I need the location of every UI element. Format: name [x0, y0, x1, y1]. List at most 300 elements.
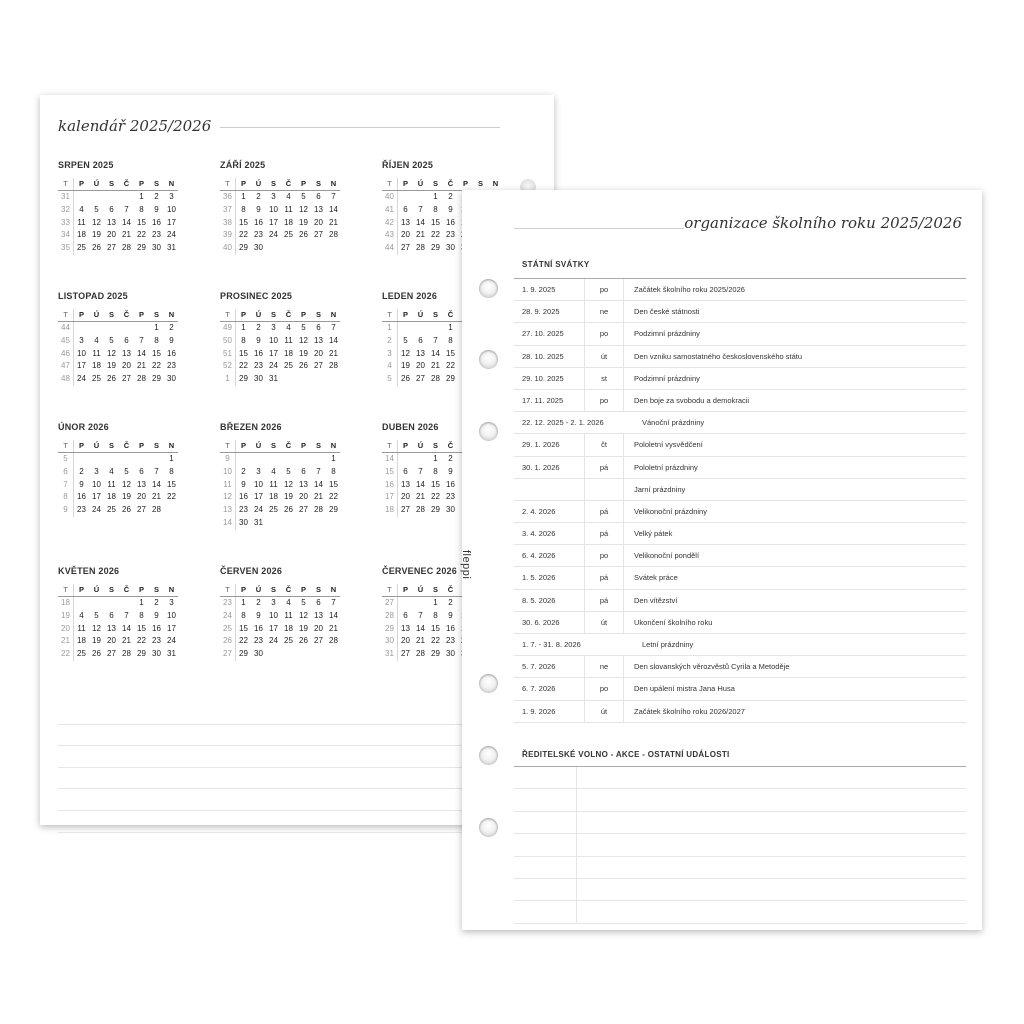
event-date: 30. 6. 2026 — [514, 612, 585, 633]
day-cell: 28 — [314, 505, 323, 515]
day-cell: 23 — [446, 636, 455, 646]
week-row — [220, 466, 340, 479]
day-cell: 24 — [269, 636, 278, 646]
day-cell: 22 — [239, 230, 248, 240]
month-block — [220, 422, 340, 530]
event-weekday: pá — [585, 457, 624, 478]
week-number: 5 — [58, 453, 74, 466]
day-cell: 21 — [137, 361, 146, 371]
day-cell: 23 — [77, 505, 86, 515]
day-cell: 29 — [329, 505, 338, 515]
day-cell: 28 — [416, 505, 425, 515]
day-cell: 8 — [241, 335, 246, 345]
day-cell: 5 — [301, 323, 306, 332]
week-row — [58, 360, 178, 373]
day-cell: 28 — [137, 374, 146, 384]
weekday-label: Č — [285, 585, 292, 594]
week-number: 31 — [58, 191, 74, 204]
day-cell: 16 — [446, 479, 455, 489]
week-number: 40 — [220, 242, 236, 255]
day-cell: 28 — [416, 243, 425, 253]
day-cell: 26 — [284, 505, 293, 515]
day-cell: 1 — [433, 454, 438, 463]
day-cell: 13 — [416, 348, 425, 358]
day-cell: 31 — [269, 374, 278, 384]
day-cell: 5 — [94, 204, 99, 214]
day-cell: 19 — [299, 217, 308, 227]
day-cell: 28 — [152, 505, 161, 515]
day-cell: 3 — [271, 323, 276, 332]
day-cell: 26 — [299, 230, 308, 240]
day-cell: 3 — [271, 192, 276, 201]
weekday-label: P — [462, 179, 468, 188]
day-cell: 4 — [109, 466, 114, 476]
event-row — [514, 656, 966, 678]
week-number: 9 — [58, 504, 74, 517]
day-cell: 21 — [314, 492, 323, 502]
day-cell: 21 — [122, 230, 131, 240]
day-cell: 6 — [316, 323, 321, 332]
day-cell: 13 — [401, 217, 410, 227]
weekday-label: N — [168, 585, 175, 594]
day-cell: 1 — [154, 323, 159, 332]
day-cell: 30 — [446, 505, 455, 515]
day-cell: 3 — [256, 466, 261, 476]
day-cell: 25 — [92, 374, 101, 384]
weekday-label: Ú — [255, 585, 262, 594]
day-cell: 12 — [299, 335, 308, 345]
day-cell: 22 — [446, 361, 455, 371]
day-cell: 29 — [137, 243, 146, 253]
weekday-label: Ú — [417, 441, 424, 450]
title-rule — [514, 228, 684, 229]
day-cell: 9 — [154, 610, 159, 620]
day-cell: 23 — [239, 505, 248, 515]
day-cell: 3 — [169, 598, 174, 607]
week-row — [58, 453, 178, 466]
week-column-label: T — [220, 440, 236, 452]
day-cell: 19 — [122, 492, 131, 502]
event-row — [514, 567, 966, 589]
day-cell: 8 — [433, 204, 438, 214]
day-cell: 14 — [314, 479, 323, 489]
day-cell — [119, 597, 134, 610]
event-date: 1. 5. 2026 — [514, 567, 585, 588]
week-number: 28 — [382, 610, 398, 623]
day-cell: 20 — [416, 361, 425, 371]
school-year-sheet — [462, 190, 982, 930]
weekday-label: S — [432, 441, 438, 450]
day-cell: 28 — [329, 361, 338, 371]
week-number: 36 — [220, 191, 236, 204]
week-number: 35 — [58, 242, 74, 255]
day-cell — [74, 597, 89, 610]
day-cell: 9 — [448, 610, 453, 620]
week-number: 5 — [382, 373, 398, 386]
month-name: ČERVENEC 2026 — [382, 566, 457, 576]
day-cell: 18 — [107, 492, 116, 502]
day-cell: 1 — [139, 598, 144, 607]
event-weekday: út — [585, 346, 624, 367]
event-weekday: pá — [585, 523, 624, 544]
day-cell: 14 — [122, 217, 131, 227]
event-weekday: út — [585, 701, 624, 722]
weekday-label: P — [78, 179, 84, 188]
day-cell: 29 — [239, 243, 248, 253]
day-cell: 12 — [299, 204, 308, 214]
day-cell: 21 — [122, 636, 131, 646]
weekday-label: S — [108, 310, 114, 319]
week-number: 51 — [220, 348, 236, 361]
day-cell: 19 — [299, 348, 308, 358]
day-cell: 22 — [329, 492, 338, 502]
punch-hole — [479, 350, 498, 369]
day-cell: 14 — [152, 479, 161, 489]
month-block — [58, 566, 178, 661]
month-name: ČERVEN 2026 — [220, 566, 283, 576]
day-cell: 21 — [329, 623, 338, 633]
day-cell: 14 — [416, 623, 425, 633]
day-cell: 1 — [241, 192, 246, 201]
day-cell: 9 — [79, 479, 84, 489]
day-cell: 24 — [77, 374, 86, 384]
day-cell: 8 — [154, 335, 159, 345]
week-row — [58, 348, 178, 361]
day-cell: 28 — [431, 374, 440, 384]
weekday-label: S — [432, 585, 438, 594]
day-cell: 17 — [92, 492, 101, 502]
day-cell — [311, 373, 326, 386]
day-cell: 9 — [241, 479, 246, 489]
day-cell: 23 — [254, 636, 263, 646]
day-cell — [134, 453, 149, 466]
day-cell: 25 — [284, 230, 293, 240]
week-number: 37 — [220, 204, 236, 217]
day-cell: 15 — [239, 217, 248, 227]
week-number: 42 — [382, 217, 398, 230]
other-events-title: ŘEDITELSKÉ VOLNO - AKCE - OSTATNÍ UDÁLOSTI — [522, 750, 730, 759]
week-number: 41 — [382, 204, 398, 217]
day-cell: 25 — [284, 361, 293, 371]
day-cell — [266, 453, 281, 466]
week-row — [58, 610, 178, 623]
week-row — [220, 504, 340, 517]
day-cell: 23 — [254, 230, 263, 240]
week-number: 39 — [220, 229, 236, 242]
week-number: 30 — [382, 635, 398, 648]
day-cell — [104, 191, 119, 204]
weekday-header — [220, 584, 340, 597]
day-cell: 11 — [107, 479, 116, 489]
event-name: Den boje za svobodu a demokracii — [634, 395, 750, 405]
day-cell: 30 — [152, 243, 161, 253]
day-cell: 16 — [239, 492, 248, 502]
day-cell: 7 — [418, 466, 423, 476]
weekday-label: P — [78, 441, 84, 450]
week-number: 12 — [220, 491, 236, 504]
day-cell — [413, 322, 428, 335]
weekday-label: S — [315, 310, 321, 319]
week-number: 14 — [220, 517, 236, 530]
day-cell: 24 — [269, 361, 278, 371]
weekday-label: N — [330, 310, 337, 319]
day-cell — [398, 191, 413, 204]
event-weekday: pá — [585, 501, 624, 522]
day-cell: 20 — [314, 217, 323, 227]
event-date: 1. 9. 2025 — [514, 279, 585, 300]
event-weekday: út — [585, 612, 624, 633]
event-row — [514, 612, 966, 634]
event-weekday: pá — [585, 567, 624, 588]
day-cell: 25 — [77, 243, 86, 253]
week-number: 16 — [382, 479, 398, 492]
day-cell — [266, 517, 281, 530]
day-cell: 25 — [269, 505, 278, 515]
weekday-label: N — [168, 310, 175, 319]
day-cell: 2 — [448, 192, 453, 201]
weekday-label: S — [153, 585, 159, 594]
week-column-label: T — [382, 440, 398, 452]
week-row — [220, 242, 340, 255]
day-cell: 11 — [92, 348, 101, 358]
day-cell: 19 — [107, 361, 116, 371]
day-cell: 23 — [254, 361, 263, 371]
week-row — [58, 204, 178, 217]
day-cell: 18 — [284, 348, 293, 358]
day-cell: 6 — [124, 335, 129, 345]
day-cell: 8 — [331, 466, 336, 476]
day-cell: 14 — [329, 610, 338, 620]
day-cell: 14 — [431, 348, 440, 358]
week-number: 33 — [58, 217, 74, 230]
weekday-label: Ú — [417, 585, 424, 594]
empty-row — [514, 857, 966, 879]
week-number: 50 — [220, 335, 236, 348]
day-cell: 12 — [92, 623, 101, 633]
organization-title: organizace školního roku 2025/2026 — [684, 214, 962, 232]
day-cell — [311, 517, 326, 530]
day-cell: 7 — [418, 610, 423, 620]
day-cell: 24 — [254, 505, 263, 515]
day-cell: 7 — [139, 335, 144, 345]
week-number: 31 — [382, 648, 398, 661]
weekday-label: Č — [447, 441, 454, 450]
event-date: 8. 5. 2026 — [514, 590, 585, 611]
day-cell: 5 — [109, 335, 114, 345]
week-column-label: T — [220, 178, 236, 190]
weekday-label: N — [168, 179, 175, 188]
event-row — [514, 323, 966, 345]
day-cell: 13 — [401, 623, 410, 633]
day-cell: 20 — [137, 492, 146, 502]
day-cell — [311, 242, 326, 255]
day-cell — [119, 453, 134, 466]
day-cell: 4 — [79, 610, 84, 620]
day-cell — [326, 648, 341, 661]
day-cell — [164, 504, 179, 517]
day-cell: 5 — [403, 335, 408, 345]
weekday-label: Ú — [255, 441, 262, 450]
weekday-label: Č — [447, 179, 454, 188]
event-name: Jarní prázdniny — [634, 484, 686, 494]
weekday-label: N — [330, 441, 337, 450]
day-cell — [119, 191, 134, 204]
weekday-label: P — [240, 179, 246, 188]
day-cell: 6 — [109, 204, 114, 214]
day-cell: 16 — [152, 623, 161, 633]
day-cell: 25 — [107, 505, 116, 515]
day-cell: 13 — [137, 479, 146, 489]
week-row — [58, 242, 178, 255]
weekday-label: Č — [123, 585, 130, 594]
day-cell: 31 — [254, 517, 263, 527]
weekday-label: Ú — [93, 441, 100, 450]
month-name: KVĚTEN 2026 — [58, 566, 120, 576]
day-cell: 30 — [239, 517, 248, 527]
event-name: Velký pátek — [634, 529, 673, 539]
week-row — [58, 597, 178, 610]
day-cell: 6 — [301, 466, 306, 476]
week-row — [220, 610, 340, 623]
week-number: 17 — [382, 491, 398, 504]
day-cell: 26 — [299, 361, 308, 371]
day-cell: 12 — [299, 610, 308, 620]
week-row — [220, 453, 340, 466]
weekday-label: P — [402, 585, 408, 594]
day-cell: 16 — [254, 623, 263, 633]
day-cell: 25 — [284, 636, 293, 646]
weekday-label: Č — [123, 179, 130, 188]
event-date: 6. 7. 2026 — [514, 678, 585, 699]
event-name: Začátek školního roku 2025/2026 — [634, 285, 745, 294]
week-column-label: T — [382, 584, 398, 596]
empty-row — [514, 901, 966, 923]
week-row — [220, 217, 340, 230]
day-cell: 6 — [109, 610, 114, 620]
day-cell: 8 — [433, 610, 438, 620]
week-number: 3 — [382, 348, 398, 361]
event-row — [514, 279, 966, 301]
day-cell: 25 — [77, 649, 86, 659]
day-cell: 29 — [446, 374, 455, 384]
event-weekday: čt — [585, 434, 624, 455]
brand-logo: fleppi — [460, 550, 472, 580]
event-name: Den vzniku samostatného československého státu — [634, 351, 803, 361]
day-cell: 9 — [169, 335, 174, 345]
day-cell: 12 — [284, 479, 293, 489]
weekday-label: S — [270, 441, 276, 450]
week-number: 45 — [58, 335, 74, 348]
day-cell: 21 — [152, 492, 161, 502]
weekday-label: S — [153, 441, 159, 450]
event-weekday — [585, 479, 624, 500]
day-cell: 9 — [448, 204, 453, 214]
day-cell: 31 — [167, 243, 176, 253]
event-row — [514, 545, 966, 567]
weekday-label: S — [108, 441, 114, 450]
week-column-label: T — [58, 440, 74, 452]
holidays-title: STÁTNÍ SVÁTKY — [522, 260, 590, 269]
day-cell: 6 — [316, 598, 321, 607]
day-cell: 21 — [416, 636, 425, 646]
weekday-label: Č — [285, 179, 292, 188]
day-cell — [281, 453, 296, 466]
day-cell: 14 — [137, 348, 146, 358]
day-cell: 18 — [77, 230, 86, 240]
day-cell: 20 — [401, 492, 410, 502]
day-cell: 19 — [284, 492, 293, 502]
day-cell: 2 — [448, 454, 453, 463]
event-date: 1. 7. - 31. 8. 2026 — [522, 640, 581, 649]
day-cell: 8 — [448, 335, 453, 345]
day-cell: 27 — [314, 230, 323, 240]
week-number: 1 — [220, 373, 236, 386]
day-cell: 23 — [167, 361, 176, 371]
day-cell: 16 — [167, 348, 176, 358]
week-row — [58, 191, 178, 204]
day-cell: 11 — [284, 335, 293, 345]
day-cell: 30 — [254, 374, 263, 384]
weekday-header — [58, 178, 178, 191]
event-row — [514, 590, 966, 612]
event-name: Podzimní prázdniny — [634, 329, 700, 339]
title-rule — [220, 127, 500, 128]
week-number: 4 — [382, 360, 398, 373]
day-cell — [296, 648, 311, 661]
day-cell: 27 — [107, 243, 116, 253]
weekday-label: Ú — [93, 179, 100, 188]
week-row — [58, 504, 178, 517]
day-cell: 5 — [301, 598, 306, 607]
day-cell — [74, 322, 89, 335]
day-cell: 9 — [256, 204, 261, 214]
day-cell: 20 — [299, 492, 308, 502]
week-number: 38 — [220, 217, 236, 230]
day-cell: 10 — [167, 610, 176, 620]
day-cell: 15 — [137, 623, 146, 633]
day-cell — [398, 597, 413, 610]
day-cell: 13 — [401, 479, 410, 489]
day-cell: 26 — [107, 374, 116, 384]
day-cell — [104, 453, 119, 466]
week-number: 1 — [382, 322, 398, 335]
event-name: Velikonoční pondělí — [634, 551, 700, 561]
week-number: 13 — [220, 504, 236, 517]
day-cell: 2 — [448, 598, 453, 607]
day-cell: 7 — [418, 204, 423, 214]
day-cell: 5 — [94, 610, 99, 620]
event-row — [514, 457, 966, 479]
week-row — [220, 597, 340, 610]
day-cell: 26 — [92, 649, 101, 659]
week-number: 7 — [58, 479, 74, 492]
event-date — [514, 479, 585, 500]
day-cell: 21 — [431, 361, 440, 371]
week-row — [58, 648, 178, 661]
event-name: Den české státnosti — [634, 307, 700, 317]
day-cell: 12 — [122, 479, 131, 489]
day-cell: 16 — [446, 623, 455, 633]
week-column-label: T — [220, 584, 236, 596]
day-cell — [296, 373, 311, 386]
week-row — [220, 229, 340, 242]
weekday-header — [220, 178, 340, 191]
event-row — [514, 412, 966, 434]
day-cell: 27 — [314, 361, 323, 371]
weekday-label: Ú — [255, 310, 262, 319]
day-cell: 24 — [167, 636, 176, 646]
day-cell: 27 — [401, 649, 410, 659]
